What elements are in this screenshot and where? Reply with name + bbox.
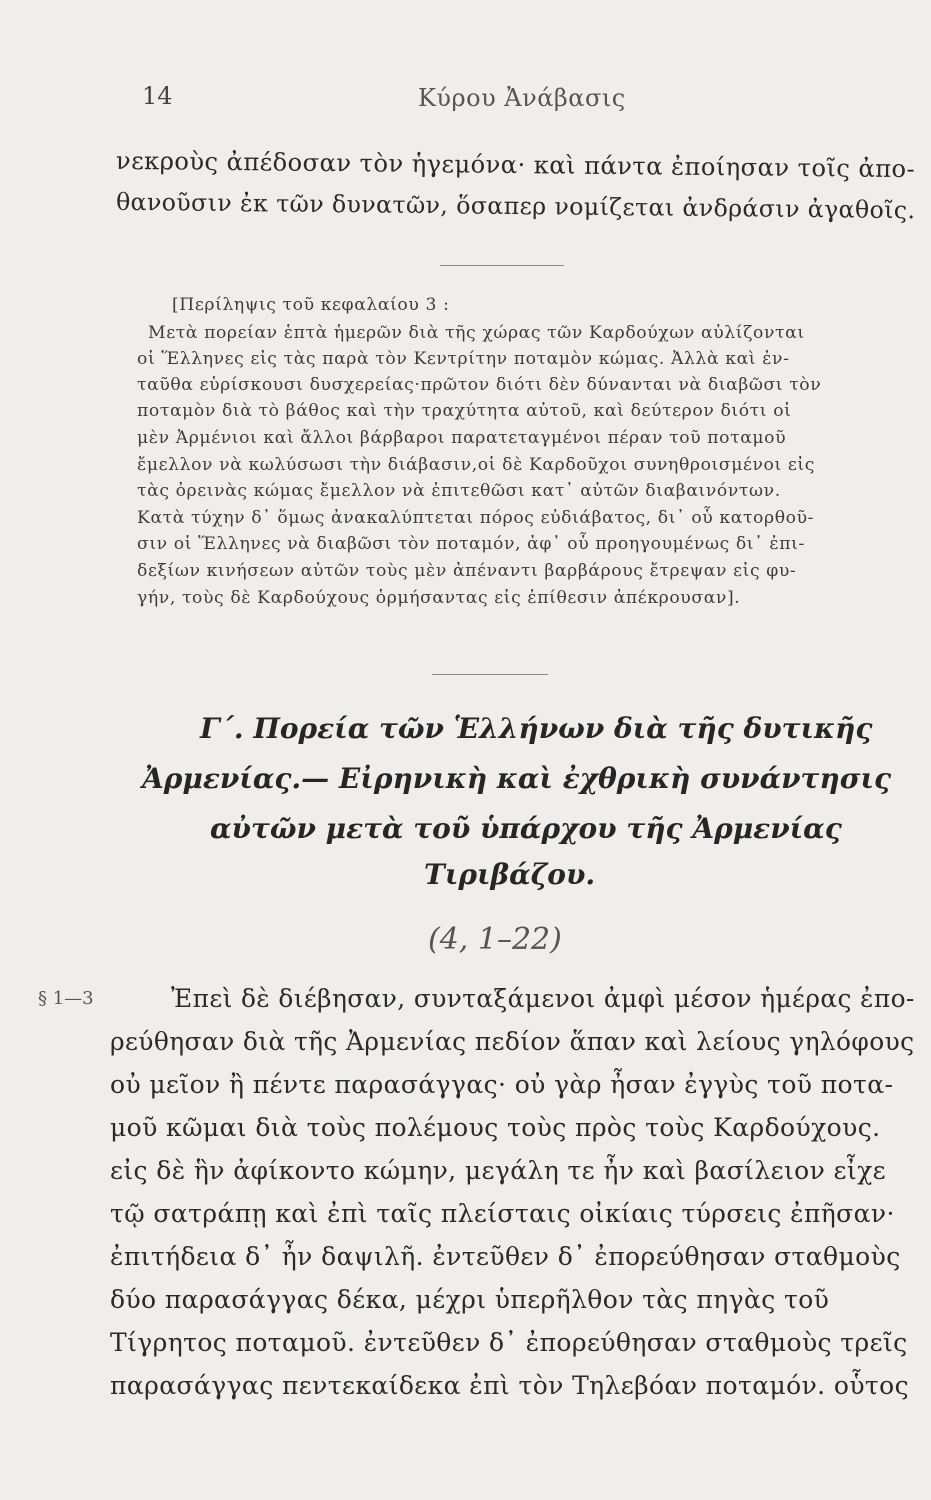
summary-line: δεξίων κινήσεων αὐτῶν τοὺς μὲν ἀπέναντι βαρβάρους ἔτρεψαν εἰς φυ-	[137, 561, 797, 581]
body-line: Ἐπεὶ δὲ διέβησαν, συνταξάμενοι ἀμφὶ μέσον ἡμέρας ἐπο-	[171, 984, 915, 1013]
summary-line: γήν, τοὺς δὲ Καρδούχους ὁρμήσαντας εἰς ἐπίθεσιν ἀπέκρουσαν].	[137, 588, 741, 608]
text-line: νεκροὺς ἀπέδοσαν τὸν ἡγεμόνα· καὶ πάντα ἐποίησαν τοῖς ἀπο-	[115, 145, 916, 184]
summary-line: [Περίληψις τοῦ κεφαλαίου 3 :	[172, 295, 450, 315]
chapter-heading-line: Τιριβάζου.	[424, 858, 596, 891]
summary-line: οἱ Ἕλληνες εἰς τὰς παρὰ τὸν Κεντρίτην ποταμὸν κώμας. Ἀλλὰ καὶ ἐν-	[137, 349, 790, 369]
body-line: μοῦ κῶμαι διὰ τοὺς πολέμους τοὺς πρὸς τοὺς Καρδούχους.	[110, 1113, 881, 1142]
text-line: θανοῦσιν ἐκ τῶν δυνατῶν, ὅσαπερ νομίζεται ἀνδράσιν ἀγαθοῖς.	[115, 187, 916, 225]
body-line: δύο παρασάγγας δέκα, μέχρι ὑπερῆλθον τὰς πηγὰς τοῦ	[110, 1285, 830, 1314]
body-line: οὐ μεῖον ἢ πέντε παρασάγγας· οὐ γὰρ ἦσαν ἐγγὺς τοῦ ποτα-	[110, 1070, 894, 1099]
summary-line: μὲν Ἀρμένιοι καὶ ἄλλοι βάρβαροι παρατεταγμένοι πέραν τοῦ ποταμοῦ	[137, 428, 787, 448]
page-number: 14	[142, 82, 173, 110]
section-reference: § 1—3	[38, 988, 94, 1009]
body-line: ρεύθησαν διὰ τῆς Ἀρμενίας πεδίον ἅπαν καὶ λείους γηλόφους	[110, 1027, 915, 1056]
summary-line: ποταμὸν διὰ τὸ βάθος καὶ τὴν τραχύτητα αὐτοῦ, καὶ δεύτερον διότι οἱ	[137, 401, 792, 421]
summary-line: σιν οἱ Ἕλληνες νὰ διαβῶσι τὸν ποταμόν, ἀφ᾽ οὗ προηγουμένως δι᾽ ἐπι-	[137, 534, 805, 554]
body-line: παρασάγγας πεντεκαίδεκα ἐπὶ τὸν Τηλεβόαν ποταμόν. οὗτος	[110, 1371, 910, 1400]
summary-line: Μετὰ πορείαν ἑπτὰ ἡμερῶν διὰ τῆς χώρας τῶν Καρδούχων αὐλίζονται	[148, 323, 805, 343]
separator-rule	[432, 674, 548, 675]
body-line: ἐπιτήδεια δ᾽ ἦν δαψιλῆ. ἐντεῦθεν δ᾽ ἐπορεύθησαν σταθμοὺς	[110, 1242, 901, 1271]
running-title: Κύρου Ἀνάβασις	[418, 84, 626, 112]
summary-line: τὰς ὀρεινὰς κώμας ἔμελλον νὰ ἐπιτεθῶσι κατ᾽ αὐτῶν διαβαινόντων.	[137, 481, 781, 501]
separator-rule	[440, 265, 564, 266]
chapter-heading-line: Ἀρμενίας.— Εἰρηνικὴ καὶ ἐχθρικὴ συνάντησις	[142, 762, 891, 795]
body-line: τῷ σατράπῃ καὶ ἐπὶ ταῖς πλείσταις οἰκίαις τύρσεις ἐπῆσαν·	[110, 1199, 895, 1228]
chapter-heading-line: αὐτῶν μετὰ τοῦ ὑπάρχου τῆς Ἀρμενίας	[210, 812, 842, 845]
summary-line: ταῦθα εὑρίσκουσι δυσχερείας·πρῶτον διότι δὲν δύνανται νὰ διαβῶσι τὸν	[137, 375, 822, 395]
summary-line: Κατὰ τύχην δ᾽ ὅμως ἀνακαλύπτεται πόρος εὐδιάβατος, δι᾽ οὗ κατορθοῦ-	[137, 508, 815, 528]
passage-range: (4, 1–22)	[428, 922, 562, 957]
chapter-heading-line: Γ΄. Πορεία τῶν Ἑλλήνων διὰ τῆς δυτικῆς	[200, 712, 873, 745]
body-line: Τίγρητος ποταμοῦ. ἐντεῦθεν δ᾽ ἐπορεύθησαν σταθμοὺς τρεῖς	[110, 1328, 908, 1357]
body-line: εἰς δὲ ἣν ἀφίκοντο κώμην, μεγάλη τε ἦν καὶ βασίλειον εἶχε	[110, 1156, 887, 1185]
summary-line: ἔμελλον νὰ κωλύσωσι τὴν διάβασιν,οἱ δὲ Καρδοῦχοι συνηθροισμένοι εἰς	[137, 455, 815, 475]
